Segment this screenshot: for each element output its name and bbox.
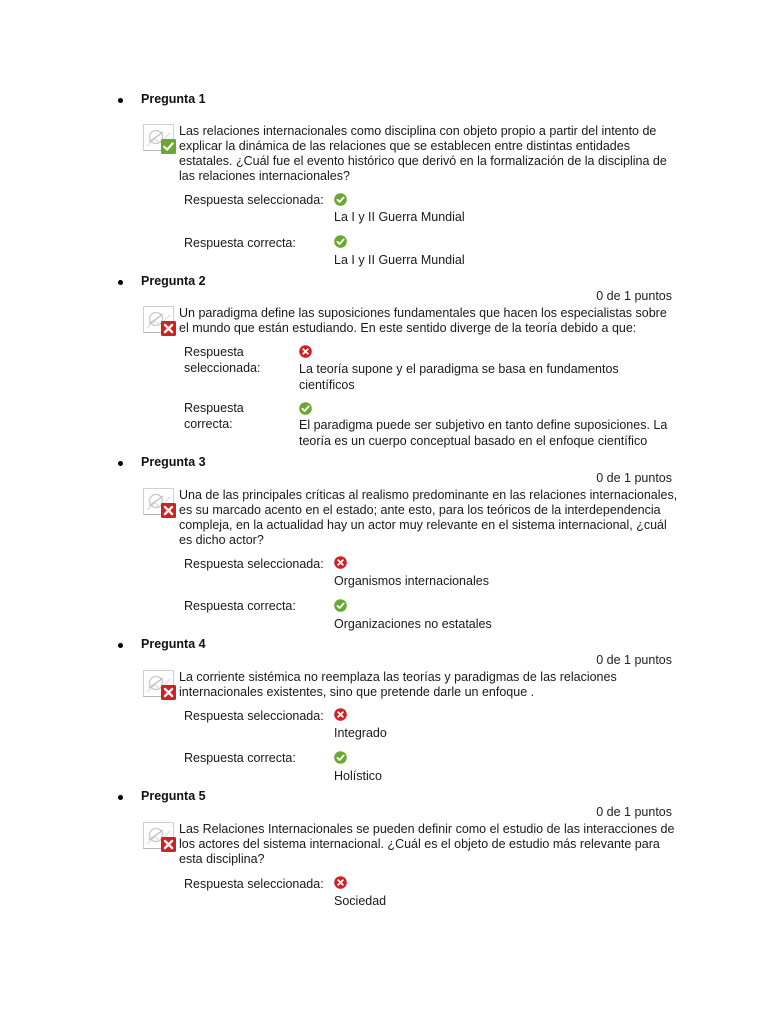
question-text-line: compleja, en la actualidad hay un actor muy relevante en el sistema internacional, ¿cuál: [179, 518, 667, 532]
question-points: 0 de 1 puntos: [596, 653, 672, 667]
correct-check-icon: [334, 751, 347, 764]
correct-answer-label: Respuesta correcta:: [184, 751, 296, 765]
incorrect-x-icon: [161, 837, 176, 852]
answer-line: Integrado: [334, 726, 387, 740]
correct-answer-text: [334, 768, 382, 784]
list-bullet: [118, 643, 123, 648]
selected-answer-text: [299, 361, 619, 393]
question-status-icon: [143, 670, 177, 702]
question-text: [179, 822, 679, 867]
selected-answer-label: [184, 344, 284, 376]
answer-line: La I y II Guerra Mundial: [334, 253, 465, 267]
answer-line: Organizaciones no estatales: [334, 617, 492, 631]
answer-line: Sociedad: [334, 894, 387, 908]
incorrect-x-icon: [161, 321, 176, 336]
correct-answer-text: [334, 252, 465, 268]
question-text-line: Las Relaciones Internacionales se pueden definir como el estudio de las interacciones de: [179, 822, 675, 836]
question-text-line: estatales. ¿Cuál fue el evento histórico que derivó en la formalización de la disciplina de: [179, 154, 667, 168]
question-title: Pregunta 3: [141, 455, 206, 469]
incorrect-x-icon: [334, 708, 347, 721]
incorrect-x-icon: [161, 685, 176, 700]
correct-check-icon: [334, 235, 347, 248]
question-points: 0 de 1 puntos: [596, 471, 672, 485]
selected-answer-label-line: Respuesta: [184, 345, 244, 359]
incorrect-x-icon: [334, 876, 347, 889]
question-status-icon: [143, 124, 177, 156]
question-text-line: internacionales existentes, sino que pretende darle un enfoque .: [179, 685, 535, 699]
list-bullet: [118, 98, 123, 103]
question-text-line: las relaciones internacionales?: [179, 169, 350, 183]
incorrect-x-icon: [161, 503, 176, 518]
question-text-line: es su marcado acento en el estado; ante esto, para los teóricos de la interdependencia: [179, 503, 661, 517]
correct-answer-label: [184, 400, 284, 432]
question-points: 0 de 1 puntos: [596, 805, 672, 819]
correct-answer-text: [299, 417, 667, 449]
question-title: Pregunta 2: [141, 274, 206, 288]
question-title: Pregunta 5: [141, 789, 206, 803]
question-text: [179, 670, 679, 700]
question-text-line: Un paradigma define las suposiciones fundamentales que hacen los especialistas sobre: [179, 306, 667, 320]
list-bullet: [118, 280, 123, 285]
correct-answer-label: Respuesta correcta:: [184, 599, 296, 613]
answer-line: Organismos internacionales: [334, 574, 489, 588]
correct-answer-label-line: Respuesta: [184, 401, 244, 415]
question-title: Pregunta 4: [141, 637, 206, 651]
question-text: [179, 124, 679, 184]
question-text-line: Las relaciones internacionales como disciplina con objeto propio a partir del intento de: [179, 124, 657, 138]
list-bullet: [118, 795, 123, 800]
correct-answer-label: Respuesta correcta:: [184, 236, 296, 250]
question-points: 0 de 1 puntos: [596, 289, 672, 303]
incorrect-x-icon: [299, 345, 312, 358]
selected-answer-label: Respuesta seleccionada:: [184, 557, 324, 571]
question-status-icon: [143, 822, 177, 854]
question-text-line: esta disciplina?: [179, 852, 265, 866]
question-title: Pregunta 1: [141, 92, 206, 106]
selected-answer-label: Respuesta seleccionada:: [184, 709, 324, 723]
correct-check-icon: [334, 193, 347, 206]
question-text-line: Una de las principales críticas al realismo predominante en las relaciones internacionales,: [179, 488, 678, 502]
selected-answer-text: [334, 893, 386, 909]
question-text: [179, 306, 679, 336]
selected-answer-label: Respuesta seleccionada:: [184, 877, 324, 891]
incorrect-x-icon: [334, 556, 347, 569]
correct-check-icon: [334, 599, 347, 612]
answer-line: La teoría supone y el paradigma se basa en fundamentos: [299, 362, 619, 376]
answer-line: Holístico: [334, 769, 382, 783]
answer-line: teoría es un cuerpo conceptual basado en el enfoque científico: [299, 434, 648, 448]
selected-answer-label-line: seleccionada:: [184, 361, 261, 375]
selected-answer-label: Respuesta seleccionada:: [184, 193, 324, 207]
question-text: [179, 488, 679, 548]
question-text-line: explicar la dinámica de las relaciones que se establecen entre distintas entidades: [179, 139, 630, 153]
question-status-icon: [143, 488, 177, 520]
correct-check-icon: [161, 139, 176, 154]
answer-line: La I y II Guerra Mundial: [334, 210, 465, 224]
question-text-line: es dicho actor?: [179, 533, 264, 547]
question-text-line: los actores del sistema internacional. ¿Cuál es el objeto de estudio más relevante para: [179, 837, 660, 851]
selected-answer-text: [334, 725, 387, 741]
list-bullet: [118, 461, 123, 466]
answer-line: científicos: [299, 378, 355, 392]
question-text-line: el mundo que están estudiando. En este sentido diverge de la teoría debido a que:: [179, 321, 637, 335]
correct-answer-label-line: correcta:: [184, 417, 233, 431]
question-status-icon: [143, 306, 177, 338]
selected-answer-text: [334, 209, 465, 225]
correct-answer-text: [334, 616, 492, 632]
question-text-line: La corriente sistémica no reemplaza las teorías y paradigmas de las relaciones: [179, 670, 617, 684]
correct-check-icon: [299, 402, 312, 415]
selected-answer-text: [334, 573, 489, 589]
answer-line: El paradigma puede ser subjetivo en tanto define suposiciones. La: [299, 418, 668, 432]
